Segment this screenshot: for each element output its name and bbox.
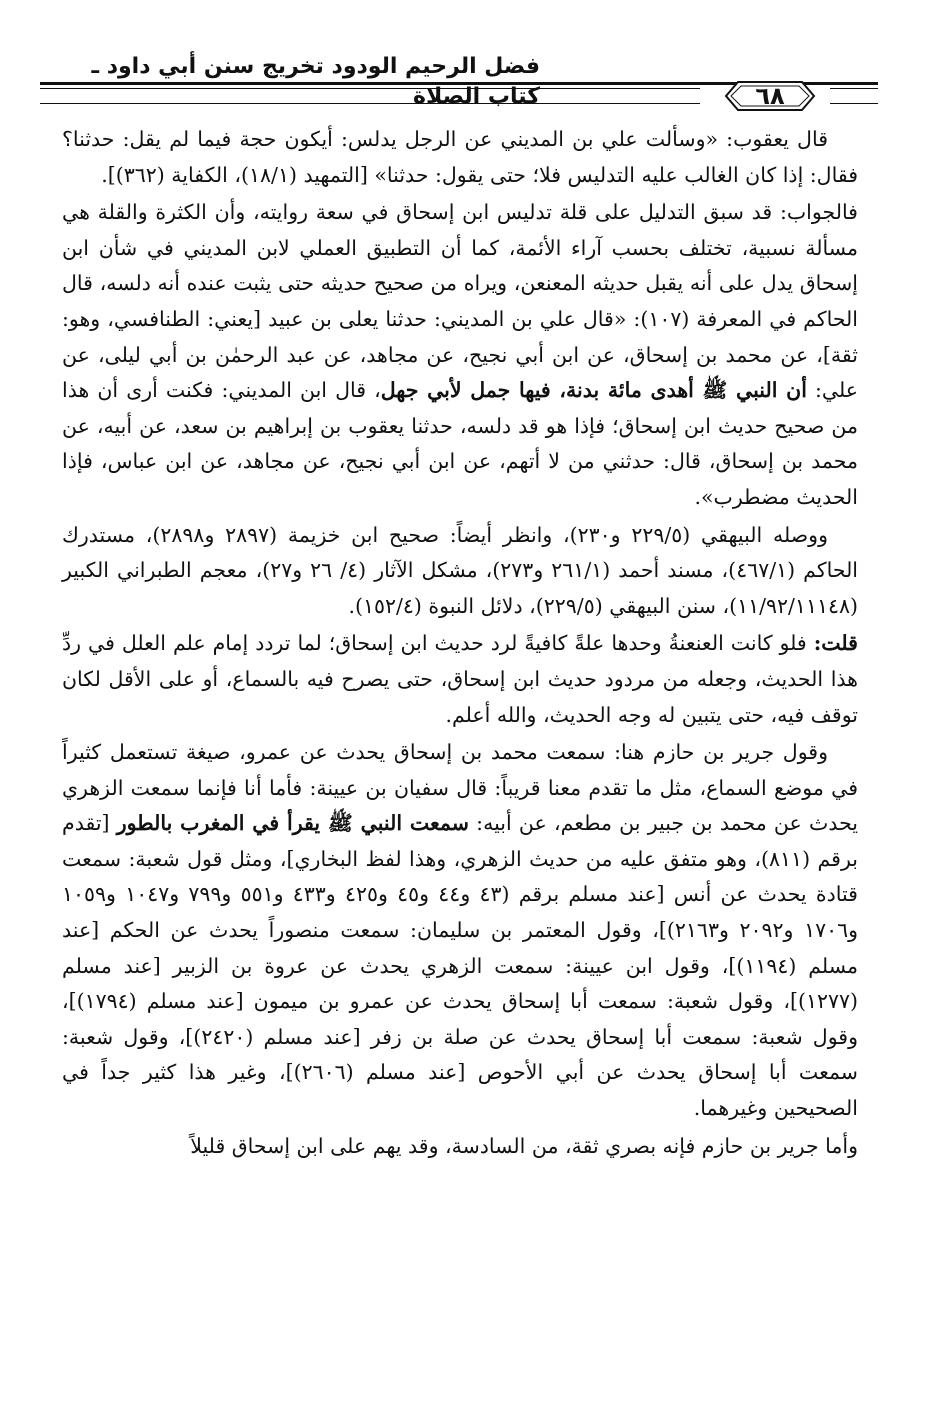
header-double-rule-left (40, 88, 700, 104)
text-run: [تقدم برقم (٨١١)، وهو متفق عليه من حديث الزهري، وهذا لفظ البخاري]، ومثل قول شعبة: سمعت قتادة يحدث عن أنس [عند مسلم برقم (٤٣ و٤٤ و٤٥ و٤٢٥ و٤٣٣ و٥٥١ و٧٩٩ و١٠٤٧ و١٠٥٩ و١٧٠٦ و٢٠٩٢ و٢١٦٣)]، وقول المعتمر بن سليمان: سمعت منصوراً يحدث عن الحكم [عند مسلم (١١٩٤)]، وقول ابن عيينة: سمعت الزهري يحدث عن عروة بن الزبير [عند مسلم (١٢٧٧)]، وقول شعبة: سمعت أبا إسحاق يحدث عن عمرو بن ميمون [عند مسلم (١٧٩٤)]، وقول شعبة: سمعت أبا إسحاق يحدث عن صلة بن زفر [عند مسلم (٢٤٢٠)]، وقول شعبة: سمعت أبا إسحاق يحدث عن أبي الأحوص [عند مسلم (٢٦٠٦)]، وغير هذا كثير جداً في الصحيحين وغيرهما. (62, 811, 859, 1121)
paragraph (62, 626, 858, 733)
text-run: فلو كانت العنعنةُ وحدها علةً كافيةً لرد حديث ابن إسحاق؛ لما تردد إمام علم العلل في ردِّ هذا الحديث، وجعله من مردود حديث ابن إسحاق، حتى يصرح فيه بالسماع، أو على الأقل لكان توقف فيه، حتى يتبين له وجه الحديث، والله أعلم. (62, 631, 858, 727)
paragraph (62, 735, 858, 1127)
bold-lead-word: قلت: (813, 631, 858, 656)
header-double-rule-right (830, 88, 878, 104)
paragraph (62, 195, 858, 515)
page-number: ٦٨ (755, 82, 785, 110)
paragraph (62, 1129, 858, 1165)
text-run: ، قال ابن المديني: فكنت أرى أن هذا من صحيح حديث ابن إسحاق؛ فإذا هو قد دلسه، حدثنا يعقوب بن إبراهيم بن سعد، عن أبيه، عن محمد بن إسحاق، قال: حدثني من لا أتهم، عن ابن أبي نجيح، عن مجاهد، عن ابن عباس، فإذا الحديث مضطرب». (62, 378, 858, 509)
paragraph (62, 518, 858, 625)
page-number-ornament (722, 78, 818, 114)
text-run: وأما جرير بن حازم فإنه بصري ثقة، من السادسة، وقد يهم على ابن إسحاق قليلاً (190, 1133, 858, 1158)
text-run: فالجواب: قد سبق التدليل على قلة تدليس ابن إسحاق في سعة روايته، وأن الكثرة والقلة هي مسألة نسبية، تختلف بحسب آراء الأئمة، كما أن التطبيق العملي لابن المديني في شأن ابن إسحاق يدل على أنه يقبل حديثه المعنعن، ويراه من صحيح حديثه حتى يثبت عنده أنه دلسه، قال الحاكم في المعرفة (١٠٧): «قال علي بن المديني: حدثنا يعلى بن عبيد [يعني: الطنافسي، وهو: ثقة]، عن محمد بن إسحاق، عن ابن أبي نجيح، عن مجاهد، عن عبد الرحمٰن بن أبي ليلى، عن علي: (62, 200, 858, 403)
paragraph (62, 122, 858, 193)
bold-hadith-text: أن النبي ﷺ أهدى مائة بدنة، فيها جمل لأبي جهل (380, 378, 807, 403)
body-text (62, 122, 858, 1166)
text-run: قال يعقوب: «وسألت علي بن المديني عن الرجل يدلس: أيكون حجة فيما لم يقل: حدثنا؟ فقال: إذا كان الغالب عليه التدليس فلا؛ حتى يقول: حدثنا» [التمهيد (١٨/١)، الكفاية (٣٦٢)]. (62, 127, 858, 187)
bold-hadith-text: سمعت النبي ﷺ يقرأ في المغرب بالطور (116, 811, 469, 836)
running-header-title: فضل الرحيم الودود تخريج سنن أبي داود ـ كتاب الصلاة (91, 54, 540, 109)
text-run: وقول جرير بن حازم هنا: سمعت محمد بن إسحاق يحدث عن عمرو، صيغة تستعمل كثيراً في موضع السماع، مثل ما تقدم معنا قريباً: قال سفيان بن عيينة: فأما أنا فإنما سمعت الزهري يحدث عن محمد بن جبير بن مطعم، عن أبيه: (62, 740, 859, 836)
text-run: ووصله البيهقي (٢٢٩/٥ و٢٣٠)، وانظر أيضاً: صحيح ابن خزيمة (٢٨٩٧ و٢٨٩٨)، مستدرك الحاكم (٤٦٧/١)، مسند أحمد (٢٦١/١ و٢٧٣)، مشكل الآثار (٤/ ٢٦ و٢٧)، معجم الطبراني الكبير (١١/٩٢/١١١٤٨)، سنن البيهقي (٢٢٩/٥)، دلائل النبوة (١٥٢/٤). (62, 522, 859, 618)
